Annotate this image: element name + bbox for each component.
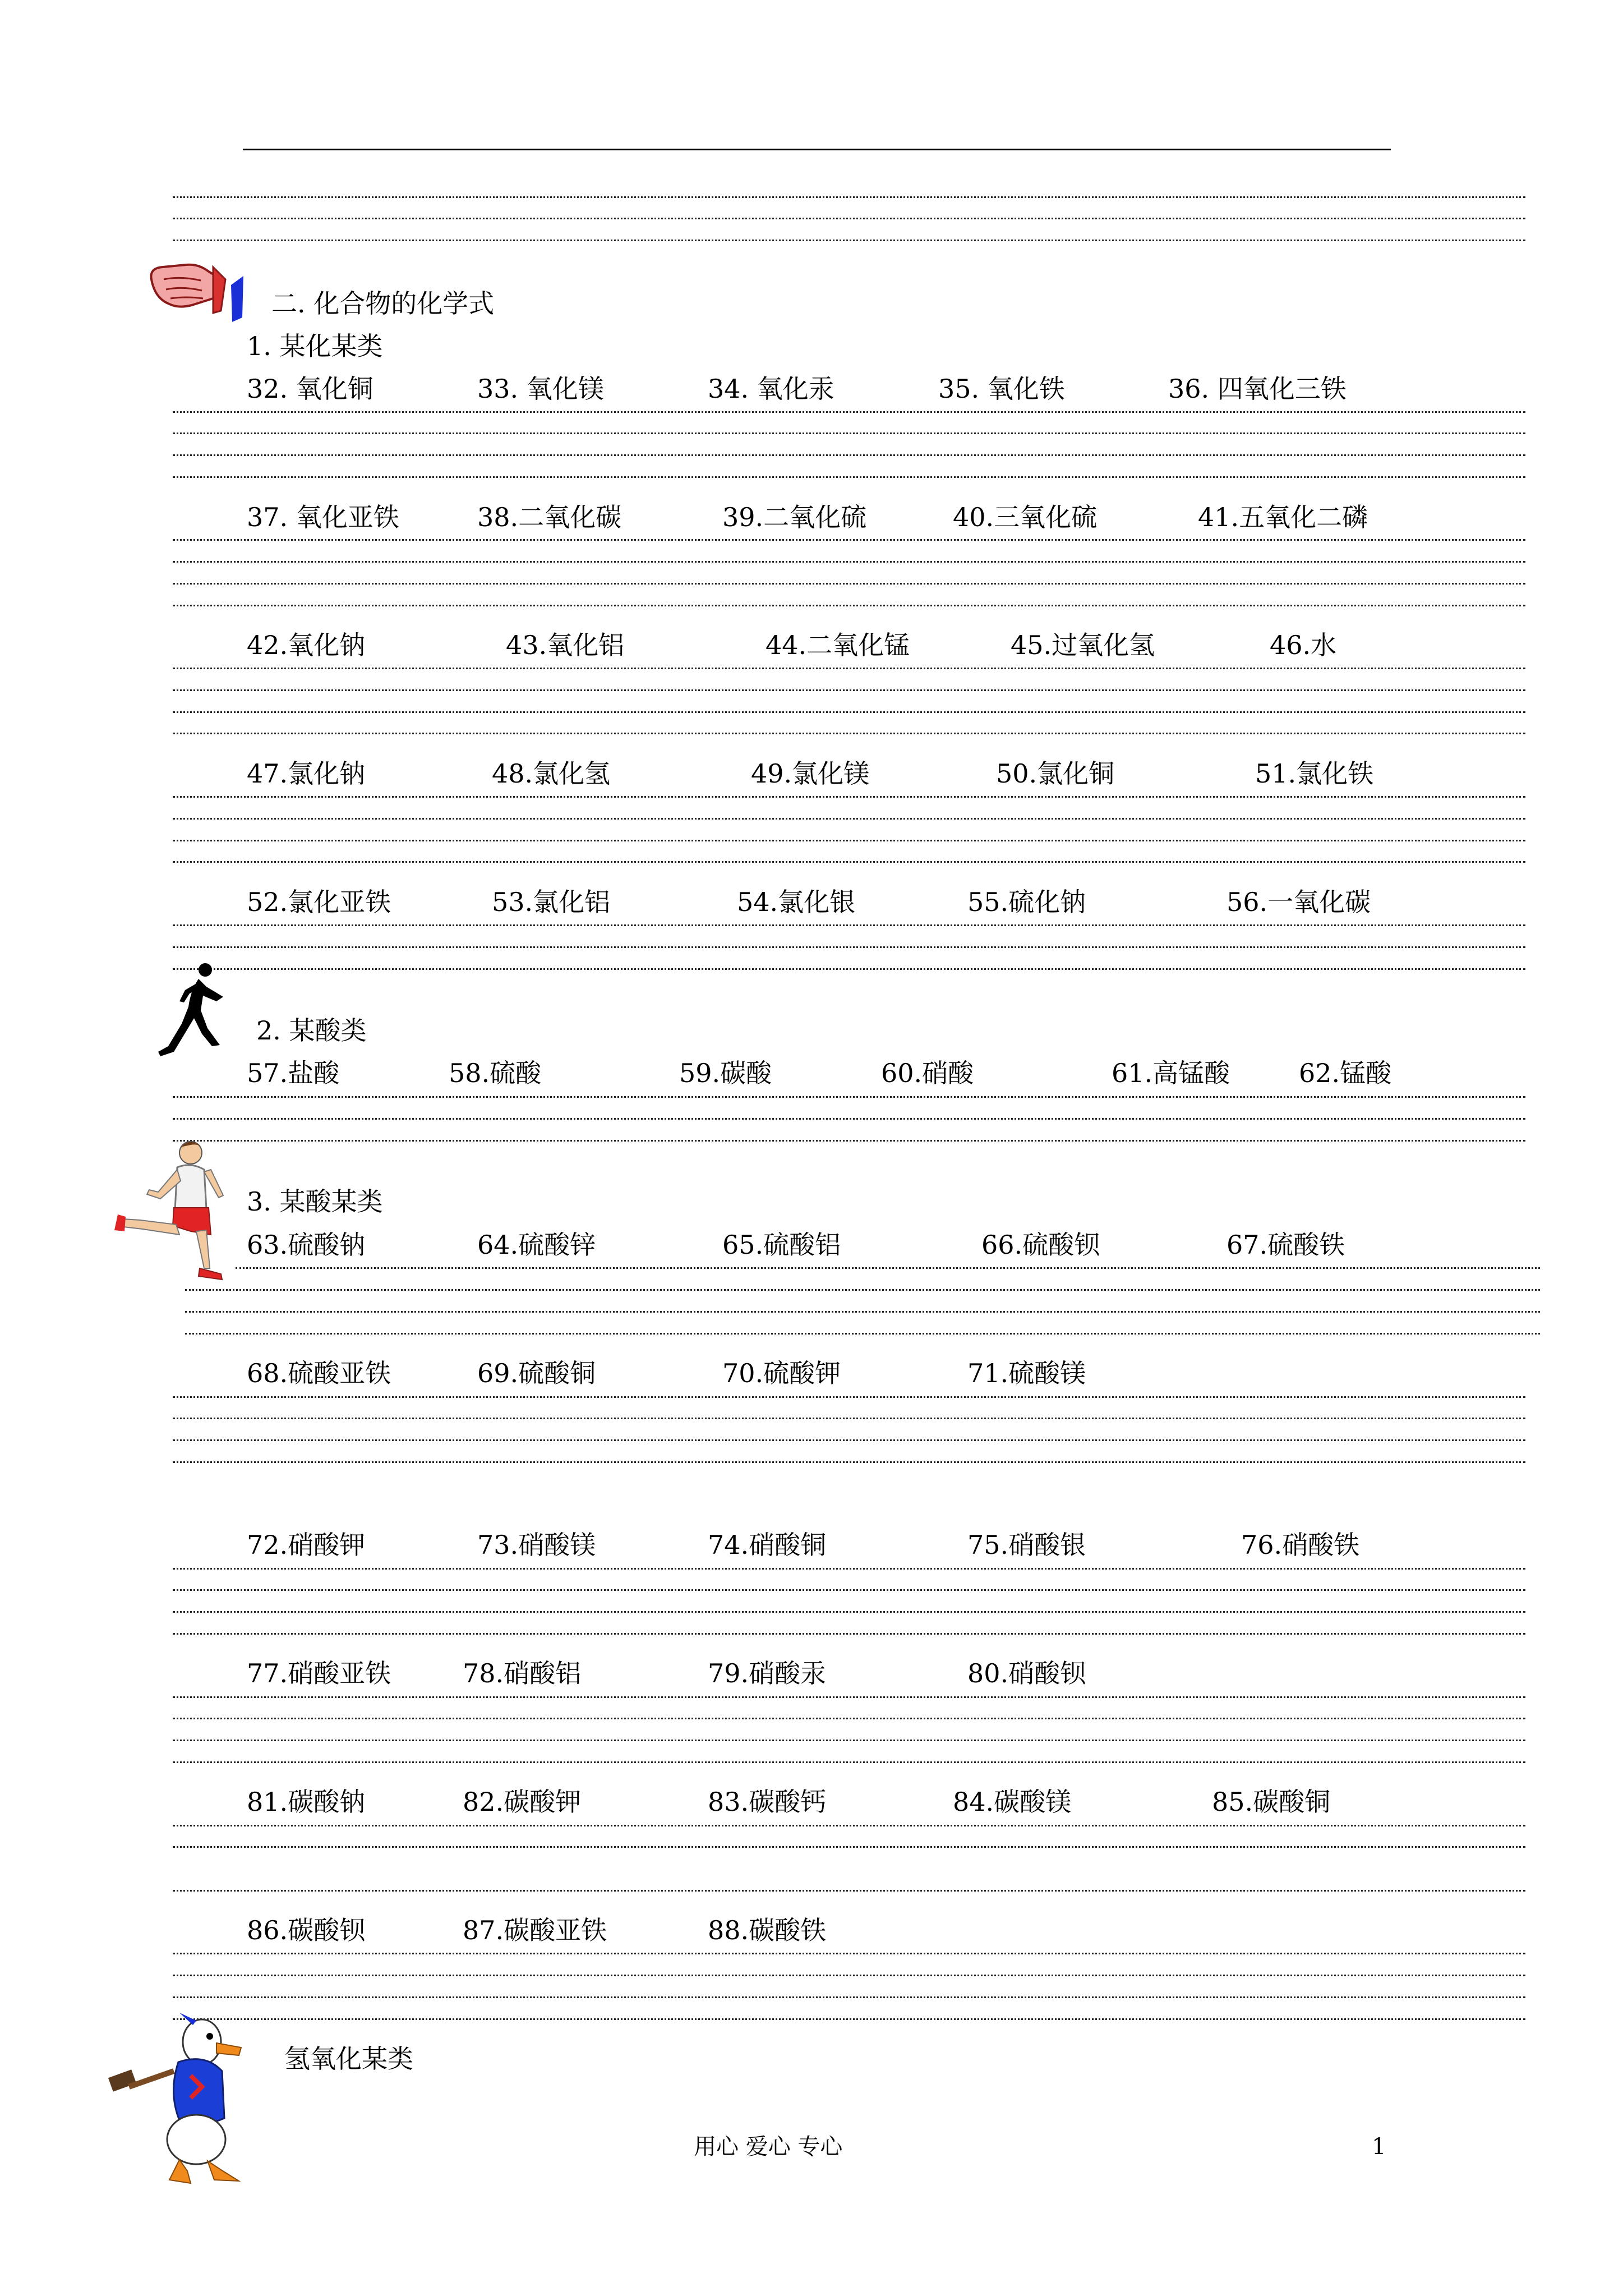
- group-heading: 2. 某酸类: [256, 1015, 367, 1046]
- exercise-item: 76.硝酸铁: [1241, 1530, 1360, 1560]
- dotted-line: [185, 1333, 1540, 1335]
- exercise-item: 69.硫酸铜: [477, 1358, 596, 1388]
- exercise-item: 77.硝酸亚铁: [247, 1658, 391, 1688]
- dotted-line: [173, 539, 1525, 541]
- dotted-line: [173, 840, 1525, 841]
- exercise-item: 55.硫化钠: [967, 887, 1086, 917]
- dotted-line: [173, 1118, 1525, 1120]
- exercise-item: 35. 氧化铁: [938, 374, 1065, 404]
- dotted-line: [236, 1267, 1540, 1269]
- footer-motto: 用心 爱心 专心: [694, 2134, 843, 2160]
- exercise-item: 37. 氧化亚铁: [247, 502, 399, 532]
- dotted-line: [173, 946, 1525, 948]
- dotted-line: [173, 1568, 1525, 1570]
- exercise-item: 68.硫酸亚铁: [247, 1358, 391, 1388]
- exercise-item: 36. 四氧化三铁: [1168, 374, 1347, 404]
- exercise-item: 42.氧化钠: [247, 630, 366, 660]
- exercise-item: 67.硫酸铁: [1227, 1230, 1345, 1260]
- exercise-item: 88.碳酸铁: [708, 1915, 827, 1945]
- exercise-item: 39.二氧化硫: [722, 502, 867, 532]
- header-rule: [243, 149, 1391, 150]
- exercise-item: 47.氯化钠: [247, 758, 366, 789]
- dotted-line: [173, 1996, 1525, 1998]
- dotted-line: [173, 476, 1525, 478]
- exercise-item: 86.碳酸钡: [247, 1915, 366, 1945]
- exercise-item: 54.氯化银: [737, 887, 856, 917]
- dotted-line: [185, 1289, 1540, 1291]
- dotted-line: [173, 1825, 1525, 1826]
- dotted-line: [173, 1890, 1525, 1892]
- group-heading: 3. 某酸某类: [247, 1186, 383, 1217]
- dotted-line: [173, 1696, 1525, 1698]
- exercise-item: 73.硝酸镁: [477, 1530, 596, 1560]
- pointing-hand-icon: [147, 257, 248, 324]
- dotted-line: [173, 968, 1525, 970]
- exercise-item: 48.氯化氢: [492, 758, 611, 789]
- dotted-line: [173, 432, 1525, 434]
- exercise-item: 84.碳酸镁: [953, 1787, 1072, 1817]
- dotted-line: [173, 411, 1525, 413]
- dotted-line: [173, 711, 1525, 713]
- exercise-item: 83.碳酸钙: [708, 1787, 827, 1817]
- exercise-item: 75.硝酸银: [967, 1530, 1086, 1560]
- dotted-line: [185, 1311, 1540, 1313]
- exercise-item: 49.氯化镁: [751, 758, 870, 789]
- dotted-line: [173, 818, 1525, 820]
- exercise-item: 53.氯化铝: [492, 887, 611, 917]
- dotted-line: [173, 218, 1525, 219]
- exercise-item: 59.碳酸: [679, 1058, 772, 1088]
- exercise-item: 80.硝酸钡: [967, 1658, 1086, 1688]
- exercise-item: 33. 氧化镁: [477, 374, 604, 404]
- exercise-item: 51.氯化铁: [1255, 758, 1374, 789]
- exercise-item: 44.二氧化锰: [766, 630, 910, 660]
- dotted-line: [173, 1718, 1525, 1719]
- exercise-item: 74.硝酸铜: [708, 1530, 827, 1560]
- dotted-line: [173, 1611, 1525, 1613]
- duck-with-hammer-icon: [107, 2008, 247, 2188]
- runner-silhouette-icon: [151, 962, 230, 1057]
- exercise-item: 38.二氧化碳: [477, 502, 622, 532]
- dotted-line: [173, 583, 1525, 585]
- exercise-item: 60.硝酸: [881, 1058, 974, 1088]
- dotted-line: [173, 1589, 1525, 1591]
- exercise-item: 82.碳酸钾: [463, 1787, 582, 1817]
- exercise-item: 50.氯化铜: [996, 758, 1115, 789]
- exercise-item: 62.锰酸: [1299, 1058, 1392, 1088]
- exercise-item: 72.硝酸钾: [247, 1530, 366, 1560]
- exercise-item: 87.碳酸亚铁: [463, 1915, 607, 1945]
- dotted-line: [173, 861, 1525, 863]
- dotted-line: [173, 1418, 1525, 1419]
- exercise-item: 66.硫酸钡: [981, 1230, 1100, 1260]
- exercise-item: 32. 氧化铜: [247, 374, 374, 404]
- group-heading: 1. 某化某类: [247, 331, 383, 361]
- exercise-item: 57.盐酸: [247, 1058, 340, 1088]
- group-heading: 氢氧化某类: [284, 2044, 413, 2074]
- exercise-item: 79.硝酸汞: [708, 1658, 827, 1688]
- dotted-line: [173, 561, 1525, 563]
- exercise-item: 61.高锰酸: [1112, 1058, 1230, 1088]
- exercise-item: 43.氧化铝: [506, 630, 625, 660]
- dotted-line: [173, 2018, 1525, 2020]
- dotted-line: [173, 733, 1525, 734]
- exercise-item: 34. 氧化汞: [708, 374, 834, 404]
- dotted-line: [173, 1096, 1525, 1098]
- exercise-item: 45.过氧化氢: [1011, 630, 1155, 660]
- dotted-line: [173, 689, 1525, 691]
- dotted-line: [173, 1761, 1525, 1763]
- dotted-line: [173, 240, 1525, 241]
- exercise-item: 46.水: [1270, 630, 1337, 660]
- exercise-item: 70.硫酸钾: [722, 1358, 841, 1388]
- dotted-line: [173, 924, 1525, 926]
- dotted-line: [173, 1953, 1525, 1954]
- dotted-line: [173, 796, 1525, 798]
- section-title: 二. 化合物的化学式: [271, 288, 495, 319]
- exercise-item: 58.硫酸: [449, 1058, 542, 1088]
- exercise-item: 63.硫酸钠: [247, 1230, 366, 1260]
- exercise-item: 52.氯化亚铁: [247, 887, 391, 917]
- dotted-line: [173, 1140, 1525, 1142]
- dotted-line: [173, 1633, 1525, 1635]
- exercise-item: 40.三氧化硫: [953, 502, 1098, 532]
- dotted-line: [173, 1396, 1525, 1398]
- dotted-line: [173, 1439, 1525, 1441]
- soccer-player-icon: [107, 1136, 236, 1293]
- exercise-item: 71.硫酸镁: [967, 1358, 1086, 1388]
- page-number: 1: [1372, 2134, 1386, 2160]
- exercise-item: 78.硝酸铝: [463, 1658, 582, 1688]
- dotted-line: [173, 1461, 1525, 1463]
- dotted-line: [173, 668, 1525, 669]
- dotted-line: [173, 454, 1525, 456]
- exercise-item: 81.碳酸钠: [247, 1787, 366, 1817]
- dotted-line: [173, 605, 1525, 606]
- dotted-line: [173, 196, 1525, 198]
- exercise-item: 56.一氧化碳: [1227, 887, 1371, 917]
- exercise-item: 85.碳酸铜: [1212, 1787, 1331, 1817]
- exercise-item: 65.硫酸铝: [722, 1230, 841, 1260]
- dotted-line: [173, 1740, 1525, 1741]
- exercise-item: 64.硫酸锌: [477, 1230, 596, 1260]
- dotted-line: [173, 1846, 1525, 1848]
- exercise-item: 41.五氧化二磷: [1198, 502, 1368, 532]
- dotted-line: [173, 1975, 1525, 1976]
